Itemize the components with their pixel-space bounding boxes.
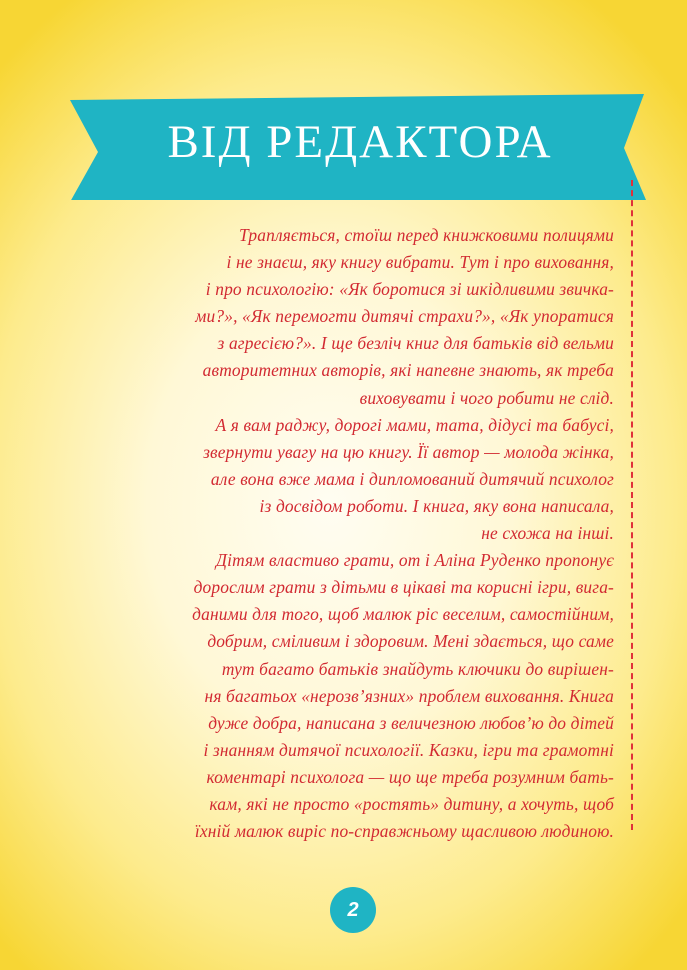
- text-line: дуже добра, написана з величезною любов’ю до дітей: [208, 712, 614, 733]
- text-line: не схожа на інші.: [481, 523, 614, 544]
- text-line: і не знаєш, яку книгу вибрати. Тут і про виховання,: [226, 252, 614, 273]
- text-line: виховувати і чого робити не слід.: [359, 387, 614, 408]
- text-line: А я вам раджу, дорогі мами, тата, дідусі та бабусі,: [215, 414, 614, 435]
- text-line: тут багато батьків знайдуть ключики до вирішен-: [221, 658, 614, 679]
- text-line: звернути увагу на цю книгу. Її автор — молода жінка,: [203, 441, 614, 462]
- text-line: даними для того, щоб малюк ріс веселим, самостійним,: [192, 604, 614, 625]
- text-line: авторитетних авторів, які напевне знають, як треба: [202, 360, 614, 381]
- text-line: ня багатьох «нерозв’язних» проблем виховання. Книга: [204, 685, 614, 706]
- text-line: коментарі психолога — що ще треба розумним бать-: [206, 766, 614, 787]
- text-line: кам, які не просто «ростять» дитину, а хочуть, щоб: [209, 793, 614, 814]
- text-line: але вона вже мама і дипломований дитячий психолог: [210, 468, 614, 489]
- text-line: і знанням дитячої психології. Казки, ігри та грамотні: [203, 739, 614, 760]
- text-line: з агресією?». І ще безліч книг для батьків від вельми: [217, 333, 614, 354]
- text-line: добрим, сміливим і здоровим. Мені здається, що саме: [207, 631, 614, 652]
- editor-note: [110, 222, 614, 845]
- text-line: їхній малюк виріс по-справжньому щасливою людиною.: [194, 821, 614, 842]
- text-line: Дітям властиво грати, от і Аліна Руденко пропонує: [215, 550, 614, 571]
- dashed-divider: [631, 180, 633, 830]
- text-line: і про психологію: «Як боротися зі шкідливими звичка-: [205, 279, 614, 300]
- page-number-badge: 2: [330, 887, 376, 933]
- text-line: дорослим грати з дітьми в цікаві та корисні ігри, вига-: [193, 577, 614, 598]
- text-line: ми?», «Як перемогти дитячі страхи?», «Як упоратися: [195, 306, 614, 327]
- page-title: ВІД РЕДАКТОРА: [167, 116, 553, 168]
- text-line: із досвідом роботи. І книга, яку вона написала,: [259, 495, 614, 516]
- text-line: Трапляється, стоїш перед книжковими полицями: [239, 225, 614, 245]
